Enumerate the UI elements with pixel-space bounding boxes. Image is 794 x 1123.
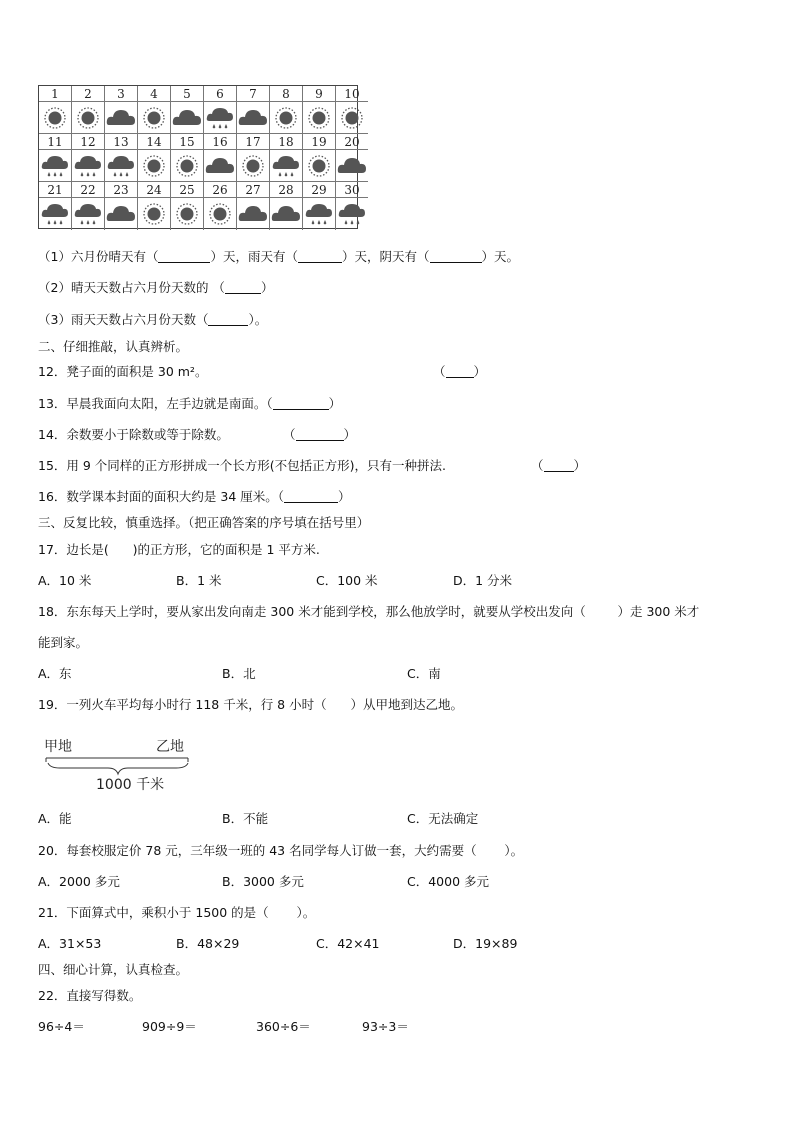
option-c[interactable]: C．南	[407, 666, 441, 681]
option-a[interactable]: A．能	[38, 811, 72, 826]
calc-item: 93÷3＝	[362, 1019, 409, 1034]
option-b[interactable]: B．48×29	[176, 936, 240, 951]
calendar-day-number: 22	[72, 182, 105, 198]
question-16: 16．数学课本封面的面积大约是 34 厘米。（ ）	[38, 489, 351, 504]
answer-blank[interactable]	[544, 459, 574, 472]
calendar-day-number: 29	[303, 182, 336, 198]
sunny-icon	[138, 102, 171, 134]
answer-blank[interactable]	[158, 250, 210, 263]
question-14: 14．余数要小于除数或等于除数。	[38, 427, 229, 442]
calendar-day-number: 6	[204, 86, 237, 102]
destination-label: 乙地	[156, 739, 184, 755]
calendar-day-number: 10	[336, 86, 368, 102]
sunny-icon	[204, 198, 237, 230]
cloudy-icon	[204, 150, 237, 182]
answer-blank[interactable]	[298, 250, 342, 263]
question-12: 12．凳子面的面积是 30 m²。	[38, 364, 208, 379]
rainy-icon	[303, 198, 336, 230]
rainy-icon	[336, 198, 368, 230]
question-15: 15．用 9 个同样的正方形拼成一个长方形(不包括正方形)，只有一种拼法.	[38, 458, 447, 473]
sunny-icon	[303, 150, 336, 182]
calendar-day-number: 13	[105, 134, 138, 150]
option-b[interactable]: B．3000 多元	[222, 874, 304, 889]
q11-part2: （2）晴天天数占六月份天数的 （ ）	[38, 280, 274, 295]
calendar-day-number: 12	[72, 134, 105, 150]
question-13: 13．早晨我面向太阳，左手边就是南面。（ ）	[38, 396, 342, 411]
cloudy-icon	[336, 150, 368, 182]
option-a[interactable]: A．东	[38, 666, 72, 681]
calendar-day-number: 20	[336, 134, 368, 150]
calc-item: 96÷4＝	[38, 1019, 85, 1034]
calendar-day-number: 14	[138, 134, 171, 150]
answer-blank[interactable]	[208, 313, 248, 326]
answer-blank[interactable]	[273, 397, 329, 410]
question-21: 21．下面算式中，乘积小于 1500 的是（ ）。	[38, 905, 316, 920]
option-c[interactable]: C．100 米	[316, 573, 378, 588]
sunny-icon	[72, 102, 105, 134]
calendar-day-number: 19	[303, 134, 336, 150]
rainy-icon	[204, 102, 237, 134]
q12-answer: （ ）	[433, 364, 487, 379]
sunny-icon	[270, 102, 303, 134]
calendar-day-number: 16	[204, 134, 237, 150]
calendar-day-number: 2	[72, 86, 105, 102]
section-heading: 三、反复比较，慎重选择。（把正确答案的序号填在括号里）	[38, 515, 370, 530]
calendar-day-number: 24	[138, 182, 171, 198]
calendar-day-number: 4	[138, 86, 171, 102]
calendar-day-number: 11	[39, 134, 72, 150]
option-b[interactable]: B．北	[222, 666, 256, 681]
calendar-day-number: 27	[237, 182, 270, 198]
q14-answer: （ ）	[283, 427, 357, 442]
sunny-icon	[138, 150, 171, 182]
sunny-icon	[303, 102, 336, 134]
rainy-icon	[39, 150, 72, 182]
route-diagram	[40, 732, 200, 796]
q11-part3: （3）雨天天数占六月份天数（ ）。	[38, 312, 268, 327]
calendar-day-number: 18	[270, 134, 303, 150]
rainy-icon	[72, 198, 105, 230]
sunny-icon	[237, 150, 270, 182]
cloudy-icon	[237, 102, 270, 134]
sunny-icon	[336, 102, 368, 134]
section-heading: 四、细心计算，认真检查。	[38, 962, 189, 977]
question-20: 20．每套校服定价 78 元，三年级一班的 43 名同学每人订做一套，大约需要（ ）。	[38, 843, 524, 858]
option-b[interactable]: B．1 米	[176, 573, 222, 588]
calendar-day-number: 26	[204, 182, 237, 198]
option-c[interactable]: C．4000 多元	[407, 874, 490, 889]
question-17: 17．边长是( )的正方形，它的面积是 1 平方米.	[38, 542, 320, 557]
weather-calendar	[38, 85, 358, 229]
calendar-day-number: 1	[39, 86, 72, 102]
sunny-icon	[171, 198, 204, 230]
answer-blank[interactable]	[296, 428, 344, 441]
option-a[interactable]: A．31×53	[38, 936, 102, 951]
rainy-icon	[39, 198, 72, 230]
answer-blank[interactable]	[225, 281, 261, 294]
distance-label: 1000 千米	[96, 777, 165, 793]
sunny-icon	[138, 198, 171, 230]
calendar-day-number: 15	[171, 134, 204, 150]
question-19: 19．一列火车平均每小时行 118 千米，行 8 小时（ ）从甲地到达乙地。	[38, 697, 463, 712]
calendar-day-number: 8	[270, 86, 303, 102]
calendar-day-number: 9	[303, 86, 336, 102]
calc-item: 909÷9＝	[142, 1019, 197, 1034]
answer-blank[interactable]	[430, 250, 482, 263]
calendar-day-number: 5	[171, 86, 204, 102]
calendar-day-number: 7	[237, 86, 270, 102]
calendar-day-number: 23	[105, 182, 138, 198]
cloudy-icon	[237, 198, 270, 230]
calendar-day-number: 30	[336, 182, 368, 198]
origin-label: 甲地	[44, 739, 72, 755]
section-heading: 二、仔细推敲，认真辨析。	[38, 339, 189, 354]
option-a[interactable]: A．10 米	[38, 573, 92, 588]
rainy-icon	[72, 150, 105, 182]
rainy-icon	[105, 150, 138, 182]
sunny-icon	[171, 150, 204, 182]
cloudy-icon	[105, 102, 138, 134]
calc-item: 360÷6＝	[256, 1019, 311, 1034]
q15-answer: （ ）	[531, 458, 587, 473]
option-d[interactable]: D．19×89	[453, 936, 518, 951]
question-18-continued: 能到家。	[38, 635, 89, 650]
option-d[interactable]: D．1 分米	[453, 573, 513, 588]
answer-blank[interactable]	[446, 365, 474, 378]
answer-blank[interactable]	[284, 490, 338, 503]
option-c[interactable]: C．无法确定	[407, 811, 479, 826]
calendar-day-number: 28	[270, 182, 303, 198]
q11-part1: （1）六月份晴天有（ ）天，雨天有（ ）天，阴天有（ ）天。	[38, 249, 520, 264]
calendar-day-number: 17	[237, 134, 270, 150]
rainy-icon	[270, 150, 303, 182]
option-b[interactable]: B．不能	[222, 811, 269, 826]
calendar-day-number: 21	[39, 182, 72, 198]
cloudy-icon	[105, 198, 138, 230]
sunny-icon	[39, 102, 72, 134]
calendar-day-number: 3	[105, 86, 138, 102]
option-a[interactable]: A．2000 多元	[38, 874, 120, 889]
cloudy-icon	[171, 102, 204, 134]
calendar-day-number: 25	[171, 182, 204, 198]
question-22: 22．直接写得数。	[38, 988, 142, 1003]
question-18: 18．东东每天上学时，要从家出发向南走 300 米才能到学校，那么他放学时，就要从学校出发向（ ）走 300 米才	[38, 604, 700, 619]
option-c[interactable]: C．42×41	[316, 936, 380, 951]
cloudy-icon	[270, 198, 303, 230]
